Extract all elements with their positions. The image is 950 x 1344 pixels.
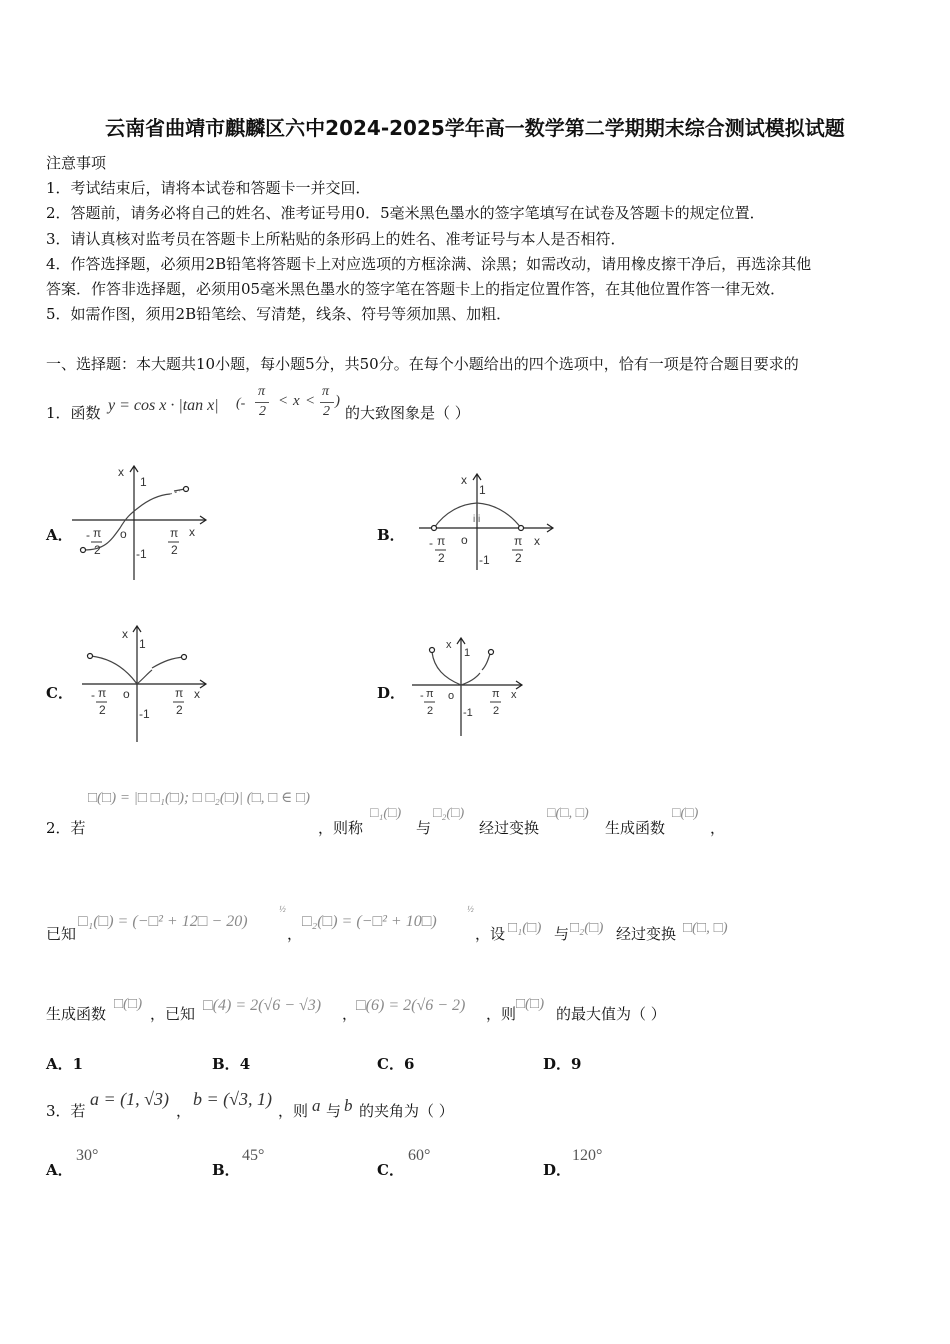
q2-f2-definition: □₂(□) = (−□² + 10□) xyxy=(302,913,437,930)
q2-fx: □(□) xyxy=(672,806,699,821)
pos-two: 2 xyxy=(171,543,178,557)
curve-left xyxy=(91,656,137,684)
q2-value-at-6: □(6) = 2(√6 − 2) xyxy=(356,997,466,1014)
neg-pi: π xyxy=(93,526,102,540)
option-label: D． xyxy=(543,1055,572,1073)
q2-fx-3: □(□) xyxy=(516,996,545,1012)
q3-a: a xyxy=(312,1096,321,1115)
q3-option-b-value[interactable]: 45° xyxy=(242,1147,265,1164)
q1-option-d-graph[interactable] xyxy=(408,632,533,740)
q2-via-2: 经过变换 xyxy=(616,925,677,943)
q2-comma-2: ， xyxy=(287,925,303,943)
option-label: B． xyxy=(212,1055,240,1073)
q2-option-d[interactable] xyxy=(543,1053,581,1074)
q3-option-d-value[interactable]: 120° xyxy=(572,1147,603,1164)
q3-then: ，则 xyxy=(278,1102,309,1120)
origin-label: o xyxy=(120,527,127,541)
q2-f2: □₂(□) xyxy=(433,806,465,821)
q2-f1-definition: □₁(□) = (−□² + 12□ − 20) xyxy=(78,913,248,930)
neg-pi: π xyxy=(426,688,434,700)
open-dot-right xyxy=(182,655,187,660)
tick-neg-1: -1 xyxy=(463,707,473,719)
q2-comma-3: ， xyxy=(342,1005,358,1023)
neg-two: 2 xyxy=(94,543,101,557)
q2-f2-exponent: ½ xyxy=(467,904,474,914)
q2-f1: □₁(□) xyxy=(370,806,402,821)
q2-fx-2: □(□) xyxy=(114,996,143,1012)
origin-label: o xyxy=(461,533,468,547)
curve-dashed xyxy=(170,491,180,494)
q2-number: 2．若 xyxy=(46,819,86,837)
q1-pi-right: π xyxy=(322,384,330,399)
q2-then-call: ，则称 xyxy=(318,819,364,837)
section-heading: 一、选择题：本大题共10小题，每小题5分，共50分。在每个小题给出的四个选项中，恰有一项是符合题目要求的 xyxy=(46,355,799,373)
q1-option-a-graph[interactable] xyxy=(68,458,218,583)
origin-label: o xyxy=(448,690,455,702)
q1-frac-bar-left xyxy=(255,402,269,403)
q2-f1-exponent: ½ xyxy=(279,904,286,914)
q1-pi-left: π xyxy=(258,384,266,399)
q2-f1-ref: □₁(□) xyxy=(508,920,542,936)
y-label: x xyxy=(122,627,128,641)
q2-transform-2: □(□, □) xyxy=(683,920,728,936)
page-title: 云南省曲靖市麒麟区六中2024-2025学年高一数学第二学期期末综合测试模拟试题 xyxy=(105,116,845,140)
q2-option-a[interactable] xyxy=(46,1053,83,1074)
q1-lt-1: < xyxy=(278,393,289,409)
x-label: x xyxy=(534,534,540,548)
tick-1: 1 xyxy=(140,475,147,489)
q2-gen-2: 生成函数 xyxy=(46,1005,107,1023)
q1-lt-2: < xyxy=(305,393,316,409)
q1-two-left: 2 xyxy=(259,404,266,419)
q1-x: x xyxy=(293,393,300,409)
pos-pi: π xyxy=(170,526,179,540)
q1-option-b-label[interactable]: B． xyxy=(377,526,405,544)
curve-right-upper xyxy=(152,657,184,668)
mark-label: i i xyxy=(473,514,481,525)
neg-sign: - xyxy=(420,690,424,702)
q2-comma: ， xyxy=(710,819,726,837)
tick-neg-1: -1 xyxy=(479,553,490,567)
option-label: A． xyxy=(46,1055,73,1073)
pos-pi: π xyxy=(492,688,500,700)
curve-right-upper xyxy=(482,654,490,670)
pos-two: 2 xyxy=(176,703,183,717)
q1-formula: y = cos x · |tan x| xyxy=(108,397,219,414)
q3-option-d-label[interactable]: D． xyxy=(543,1161,572,1179)
tick-1: 1 xyxy=(464,647,471,659)
q2-transform: □(□, □) xyxy=(547,806,589,821)
q2-via: 经过变换 xyxy=(479,819,540,837)
curve-left xyxy=(432,652,461,685)
q2-option-b[interactable] xyxy=(212,1053,250,1074)
y-label: x xyxy=(446,639,452,651)
q3-option-a-label[interactable]: A． xyxy=(46,1161,73,1179)
open-dot-right xyxy=(489,650,494,655)
neg-pi: π xyxy=(437,534,446,548)
option-value: 9 xyxy=(571,1055,582,1073)
q3-number: 3．若 xyxy=(46,1102,86,1120)
option-value: 6 xyxy=(403,1055,415,1073)
open-dot-right xyxy=(519,526,524,531)
q1-domain-open: (- xyxy=(236,396,246,411)
q1-frac-bar-right xyxy=(320,402,334,403)
y-label: x xyxy=(461,473,467,487)
open-dot-right xyxy=(184,487,189,492)
q1-option-a-label[interactable]: A． xyxy=(46,526,73,544)
q1-option-c-graph[interactable] xyxy=(78,618,218,746)
tick-1: 1 xyxy=(479,483,486,497)
option-label: C． xyxy=(377,1055,404,1073)
q1-domain-close: ) xyxy=(335,393,340,409)
pos-two: 2 xyxy=(493,705,500,717)
x-label: x xyxy=(189,525,195,539)
notice-heading: 注意事项 xyxy=(46,154,107,172)
y-label: x xyxy=(118,465,124,479)
q2-gen: 生成函数 xyxy=(605,819,666,837)
notice-item-4: 4．作答选择题，必须用2B铅笔将答题卡上对应选项的方框涂满、涂黑；如需改动，请用橡皮擦干净后，再选涂其他 xyxy=(46,255,812,273)
q3-option-c-label[interactable]: C． xyxy=(377,1161,404,1179)
open-dot-left xyxy=(430,648,435,653)
q2-and: 与 xyxy=(416,819,432,837)
tick-1: 1 xyxy=(139,637,146,651)
q3-vector-a: a = (1, √3) xyxy=(90,1089,170,1109)
neg-two: 2 xyxy=(427,705,434,717)
notice-item-3: 3．请认真核对监考员在答题卡上所粘贴的条形码上的姓名、准考证号与本人是否相符． xyxy=(46,230,626,248)
q1-tail: 的大致图象是（ ） xyxy=(345,404,470,422)
option-value: 1 xyxy=(72,1055,84,1073)
neg-sign: - xyxy=(429,536,433,550)
q3-comma: ， xyxy=(176,1102,192,1120)
option-value: 4 xyxy=(239,1055,251,1073)
pos-pi: π xyxy=(514,534,523,548)
q3-option-c-value[interactable]: 60° xyxy=(408,1147,431,1164)
q2-and-2: 与 xyxy=(554,925,570,943)
q2-then: ，则 xyxy=(486,1005,517,1023)
q3-tail: 的夹角为（ ） xyxy=(359,1102,454,1120)
neg-sign: - xyxy=(91,688,95,702)
notice-item-4-cont: 答案．作答非选择题，必须用05毫米黑色墨水的签字笔在答题卡上的指定位置作答，在其他位置作答一律无效． xyxy=(46,280,786,298)
pos-pi: π xyxy=(175,686,184,700)
x-label: x xyxy=(511,689,517,701)
curve-right xyxy=(137,670,152,684)
pos-two: 2 xyxy=(515,551,522,565)
q2-known: 已知 xyxy=(46,925,77,943)
open-dot-left xyxy=(432,526,437,531)
open-dot-left xyxy=(81,548,86,553)
q2-definition-formula: □(□) = |□ □₁(□); □ □₂(□)| (□, □ ∈ □) xyxy=(88,790,311,806)
tick-neg-1: -1 xyxy=(139,707,150,721)
notice-item-2: 2．答题前，请务必将自己的姓名、准考证号用0．5毫米黑色墨水的签字笔填写在试卷及答题卡的规定位置． xyxy=(46,204,765,222)
q3-option-a-value[interactable]: 30° xyxy=(76,1147,99,1164)
q3-vector-b: b = (√3, 1) xyxy=(193,1089,273,1109)
neg-pi: π xyxy=(98,686,107,700)
neg-sign: - xyxy=(86,528,90,542)
q3-option-b-label[interactable]: B． xyxy=(212,1161,240,1179)
q1-option-b-graph[interactable] xyxy=(415,468,560,573)
notice-item-5: 5．如需作图，须用2B铅笔绘、写清楚，线条、符号等须加黑、加粗． xyxy=(46,305,512,323)
q2-f2-ref: □₂(□) xyxy=(570,920,604,936)
open-dot-left xyxy=(88,654,93,659)
neg-two: 2 xyxy=(438,551,445,565)
q2-known-2: ，已知 xyxy=(150,1005,196,1023)
q2-max: 的最大值为（ ） xyxy=(556,1005,666,1023)
q2-value-at-4: □(4) = 2(√6 − √3) xyxy=(203,997,322,1014)
q2-set: ，设 xyxy=(475,925,506,943)
neg-two: 2 xyxy=(99,703,106,717)
q3-and: 与 xyxy=(326,1102,342,1120)
q1-option-d-label[interactable]: D． xyxy=(377,684,406,702)
q1-two-right: 2 xyxy=(323,404,330,419)
q1-number: 1．函数 xyxy=(46,404,101,422)
x-label: x xyxy=(194,687,200,701)
curve-right xyxy=(461,673,480,685)
origin-label: o xyxy=(123,687,130,701)
q1-option-c-label[interactable]: C． xyxy=(46,684,73,702)
tick-neg-1: -1 xyxy=(136,547,147,561)
q3-b: b xyxy=(344,1096,353,1115)
notice-item-1: 1．考试结束后，请将本试卷和答题卡一并交回． xyxy=(46,179,371,197)
q2-option-c[interactable] xyxy=(377,1053,414,1074)
